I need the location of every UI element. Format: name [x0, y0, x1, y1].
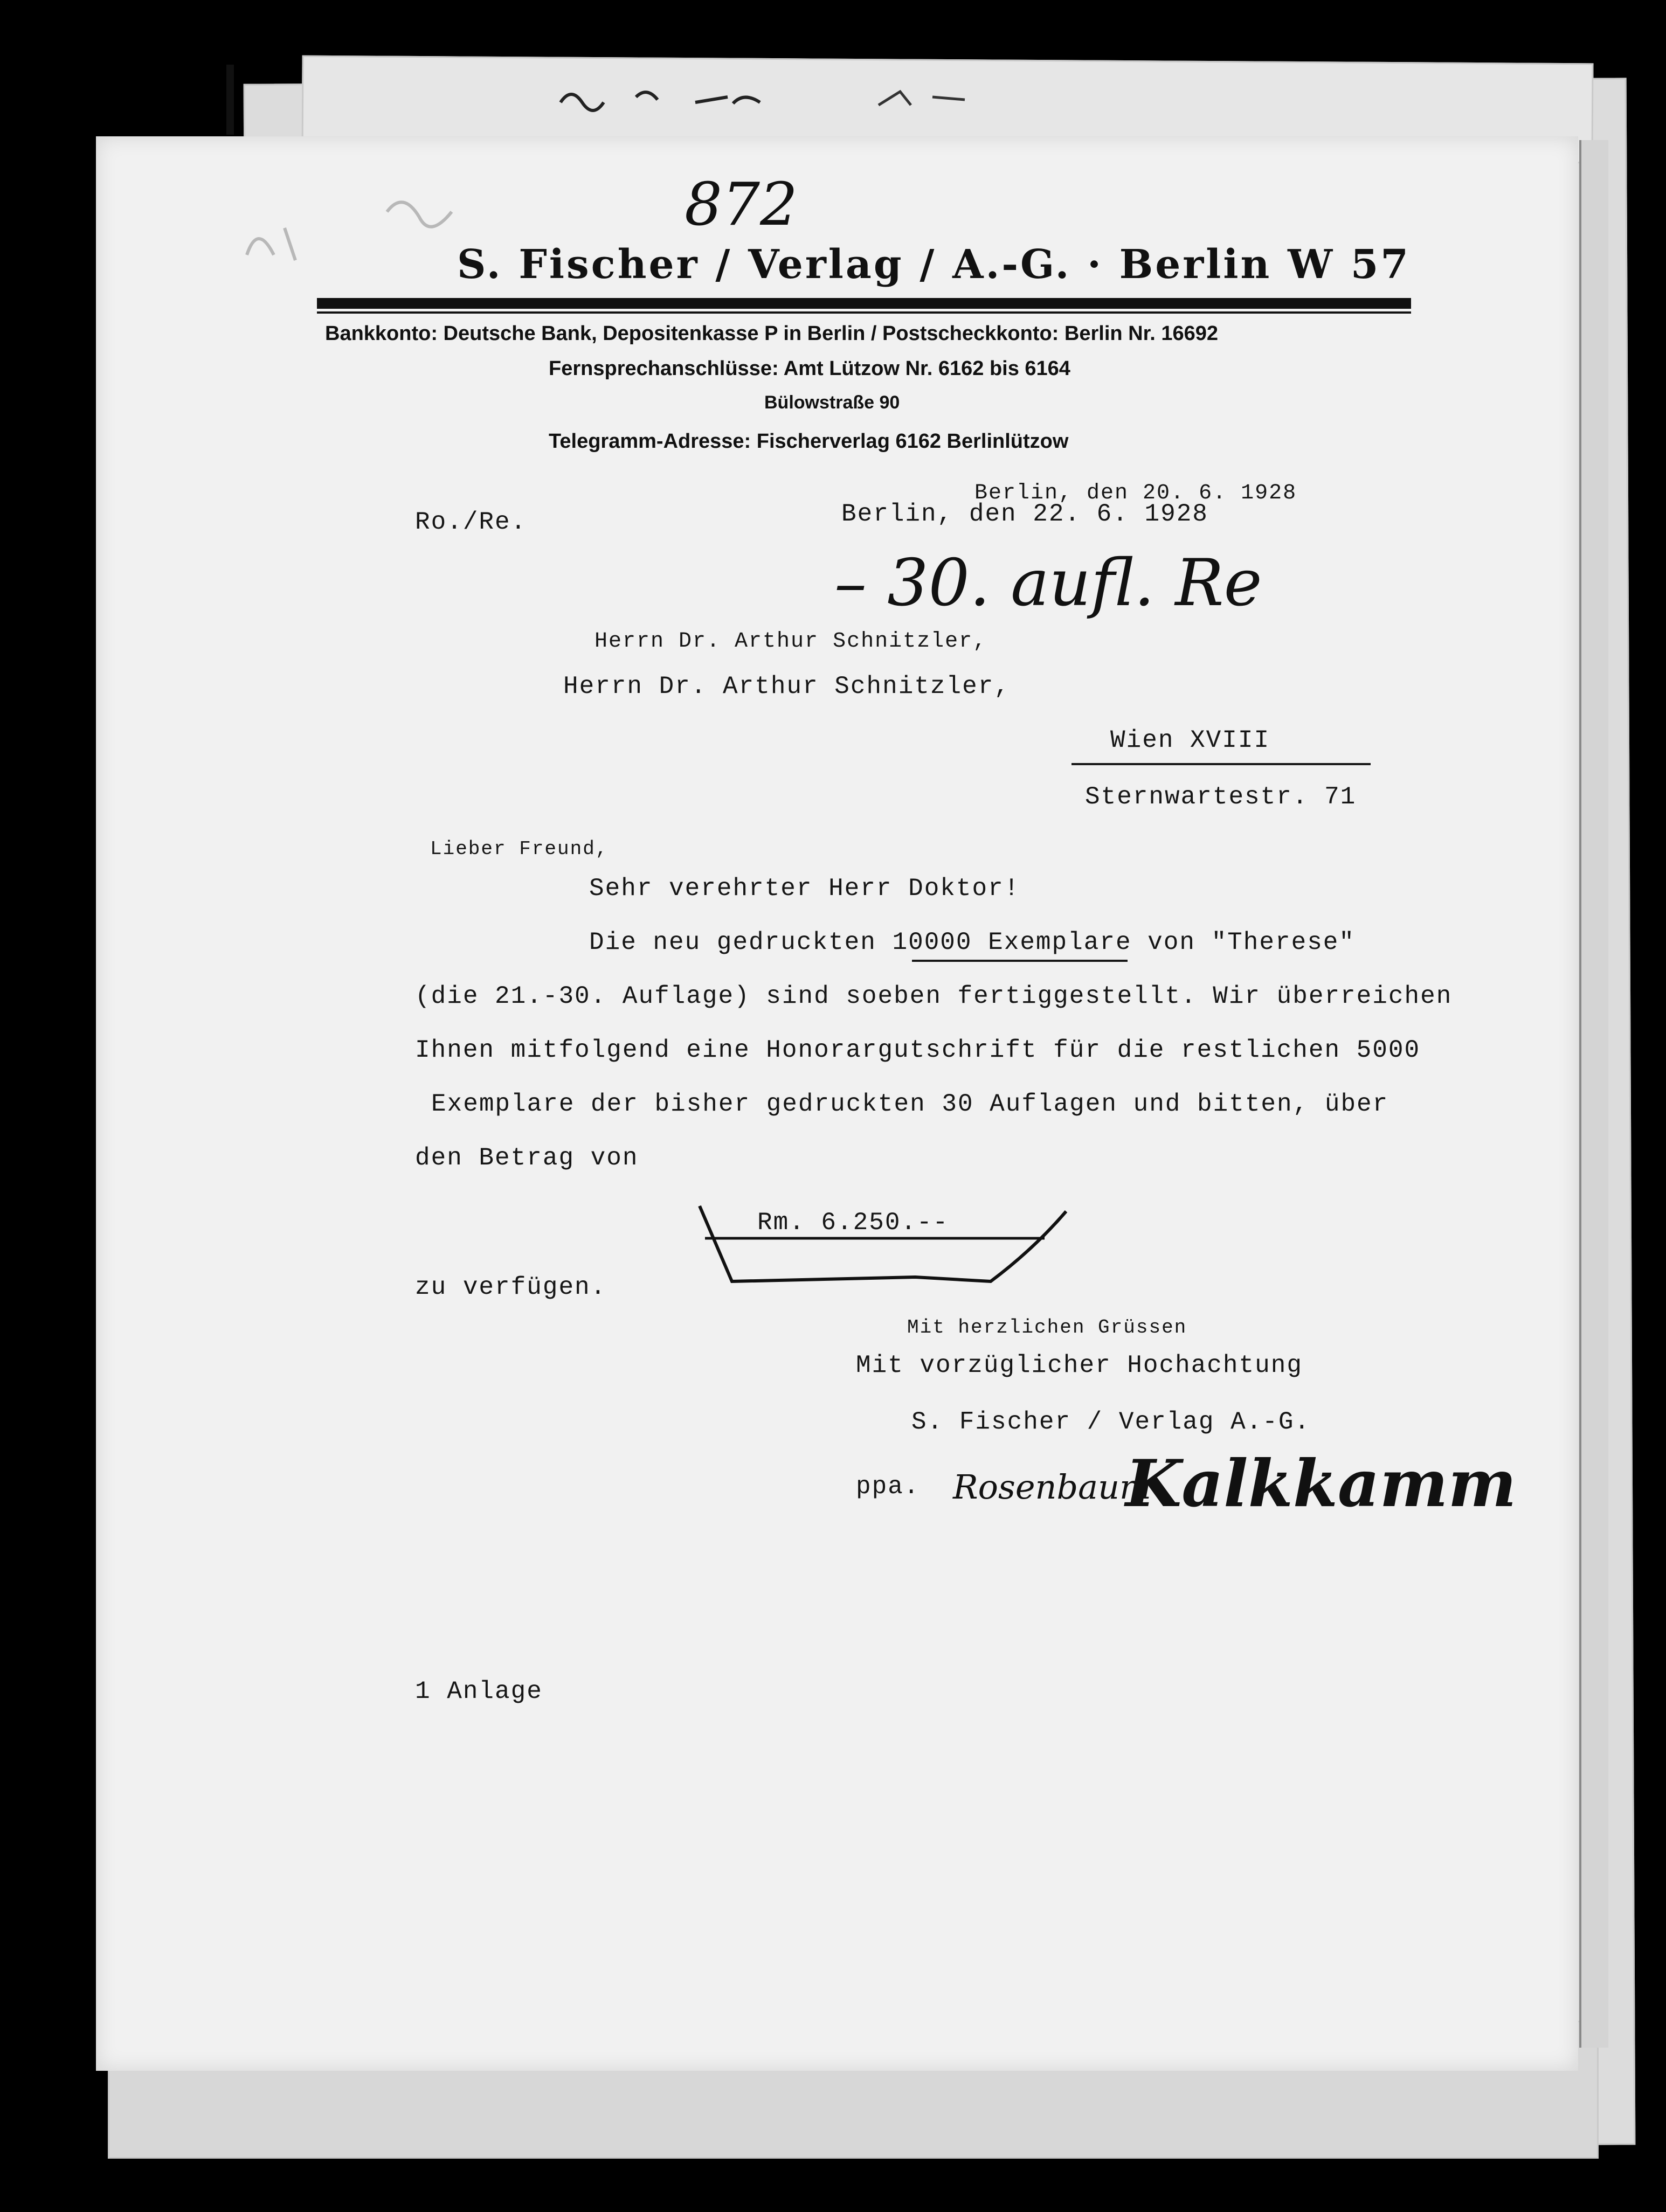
signature-second: Kalkkamm — [1125, 1446, 1517, 1522]
closing-line: zu verfügen. — [415, 1273, 607, 1301]
letterhead-rule — [317, 298, 1411, 309]
enclosure: 1 Anlage — [415, 1677, 543, 1705]
body-line: Die neu gedruckten 10000 Exemplare von "Therese" — [589, 928, 1356, 956]
amount-bracket-mark — [689, 1201, 1109, 1308]
show-through-recipient: Herrn Dr. Arthur Schnitzler, — [594, 629, 987, 654]
film-mark — [226, 65, 234, 135]
show-through-date: Berlin, den 20. 6. 1928 — [974, 481, 1297, 505]
ppa-label: ppa. — [856, 1473, 920, 1501]
amount: Rm. 6.250.-- — [757, 1209, 949, 1237]
signature-rosenbaum: Rosenbaum — [953, 1467, 1151, 1507]
phone-line: Fernsprechanschlüsse: Amt Lützow Nr. 6162 bis 6164 — [549, 357, 1070, 380]
street-line: Bülowstraße 90 — [764, 392, 900, 413]
firm-name: S. Fischer / Verlag / A.-G. · Berlin W 57 — [457, 241, 1411, 288]
sheet-edge-strip — [1579, 140, 1608, 2048]
body-line: den Betrag von — [415, 1144, 639, 1172]
bank-account-line: Bankkonto: Deutsche Bank, Depositenkasse P in Berlin / Postscheckkonto: Berlin Nr. 16692 — [325, 322, 1219, 345]
recipient-street: Sternwartestr. 71 — [1085, 783, 1357, 811]
recipient-name: Herrn Dr. Arthur Schnitzler, — [563, 672, 1010, 701]
date-line: Berlin, den 22. 6. 1928 — [841, 500, 1208, 528]
letterhead-rule-thin — [317, 311, 1411, 314]
body-underline — [912, 960, 1128, 962]
salutation: Sehr verehrter Herr Doktor! — [589, 875, 1020, 903]
show-through-salutation: Lieber Freund, — [430, 838, 609, 860]
handwritten-annotation: – 30. aufl. Re — [834, 546, 1262, 621]
recipient-city-underline — [1072, 763, 1371, 765]
valediction: Mit vorzüglicher Hochachtung — [856, 1351, 1303, 1379]
show-through-closing: Mit herzlichen Grüssen — [907, 1316, 1187, 1339]
signature-company: S. Fischer / Verlag A.-G. — [911, 1408, 1311, 1436]
recipient-city: Wien XVIII — [1110, 726, 1270, 754]
body-line: Ihnen mitfolgend eine Honorargutschrift für die restlichen 5000 — [415, 1036, 1421, 1064]
reference: Ro./Re. — [415, 508, 527, 536]
body-line: (die 21.-30. Auflage) sind soeben fertiggestellt. Wir überreichen — [415, 982, 1453, 1010]
letter-sheet — [96, 136, 1578, 2071]
archive-number: 872 — [685, 170, 798, 239]
body-line: Exemplare der bisher gedruckten 30 Auflagen und bitten, über — [431, 1090, 1389, 1118]
telegram-line: Telegramm-Adresse: Fischerverlag 6162 Berlinlützow — [549, 430, 1069, 453]
background-sheet-marks — [555, 81, 1148, 119]
